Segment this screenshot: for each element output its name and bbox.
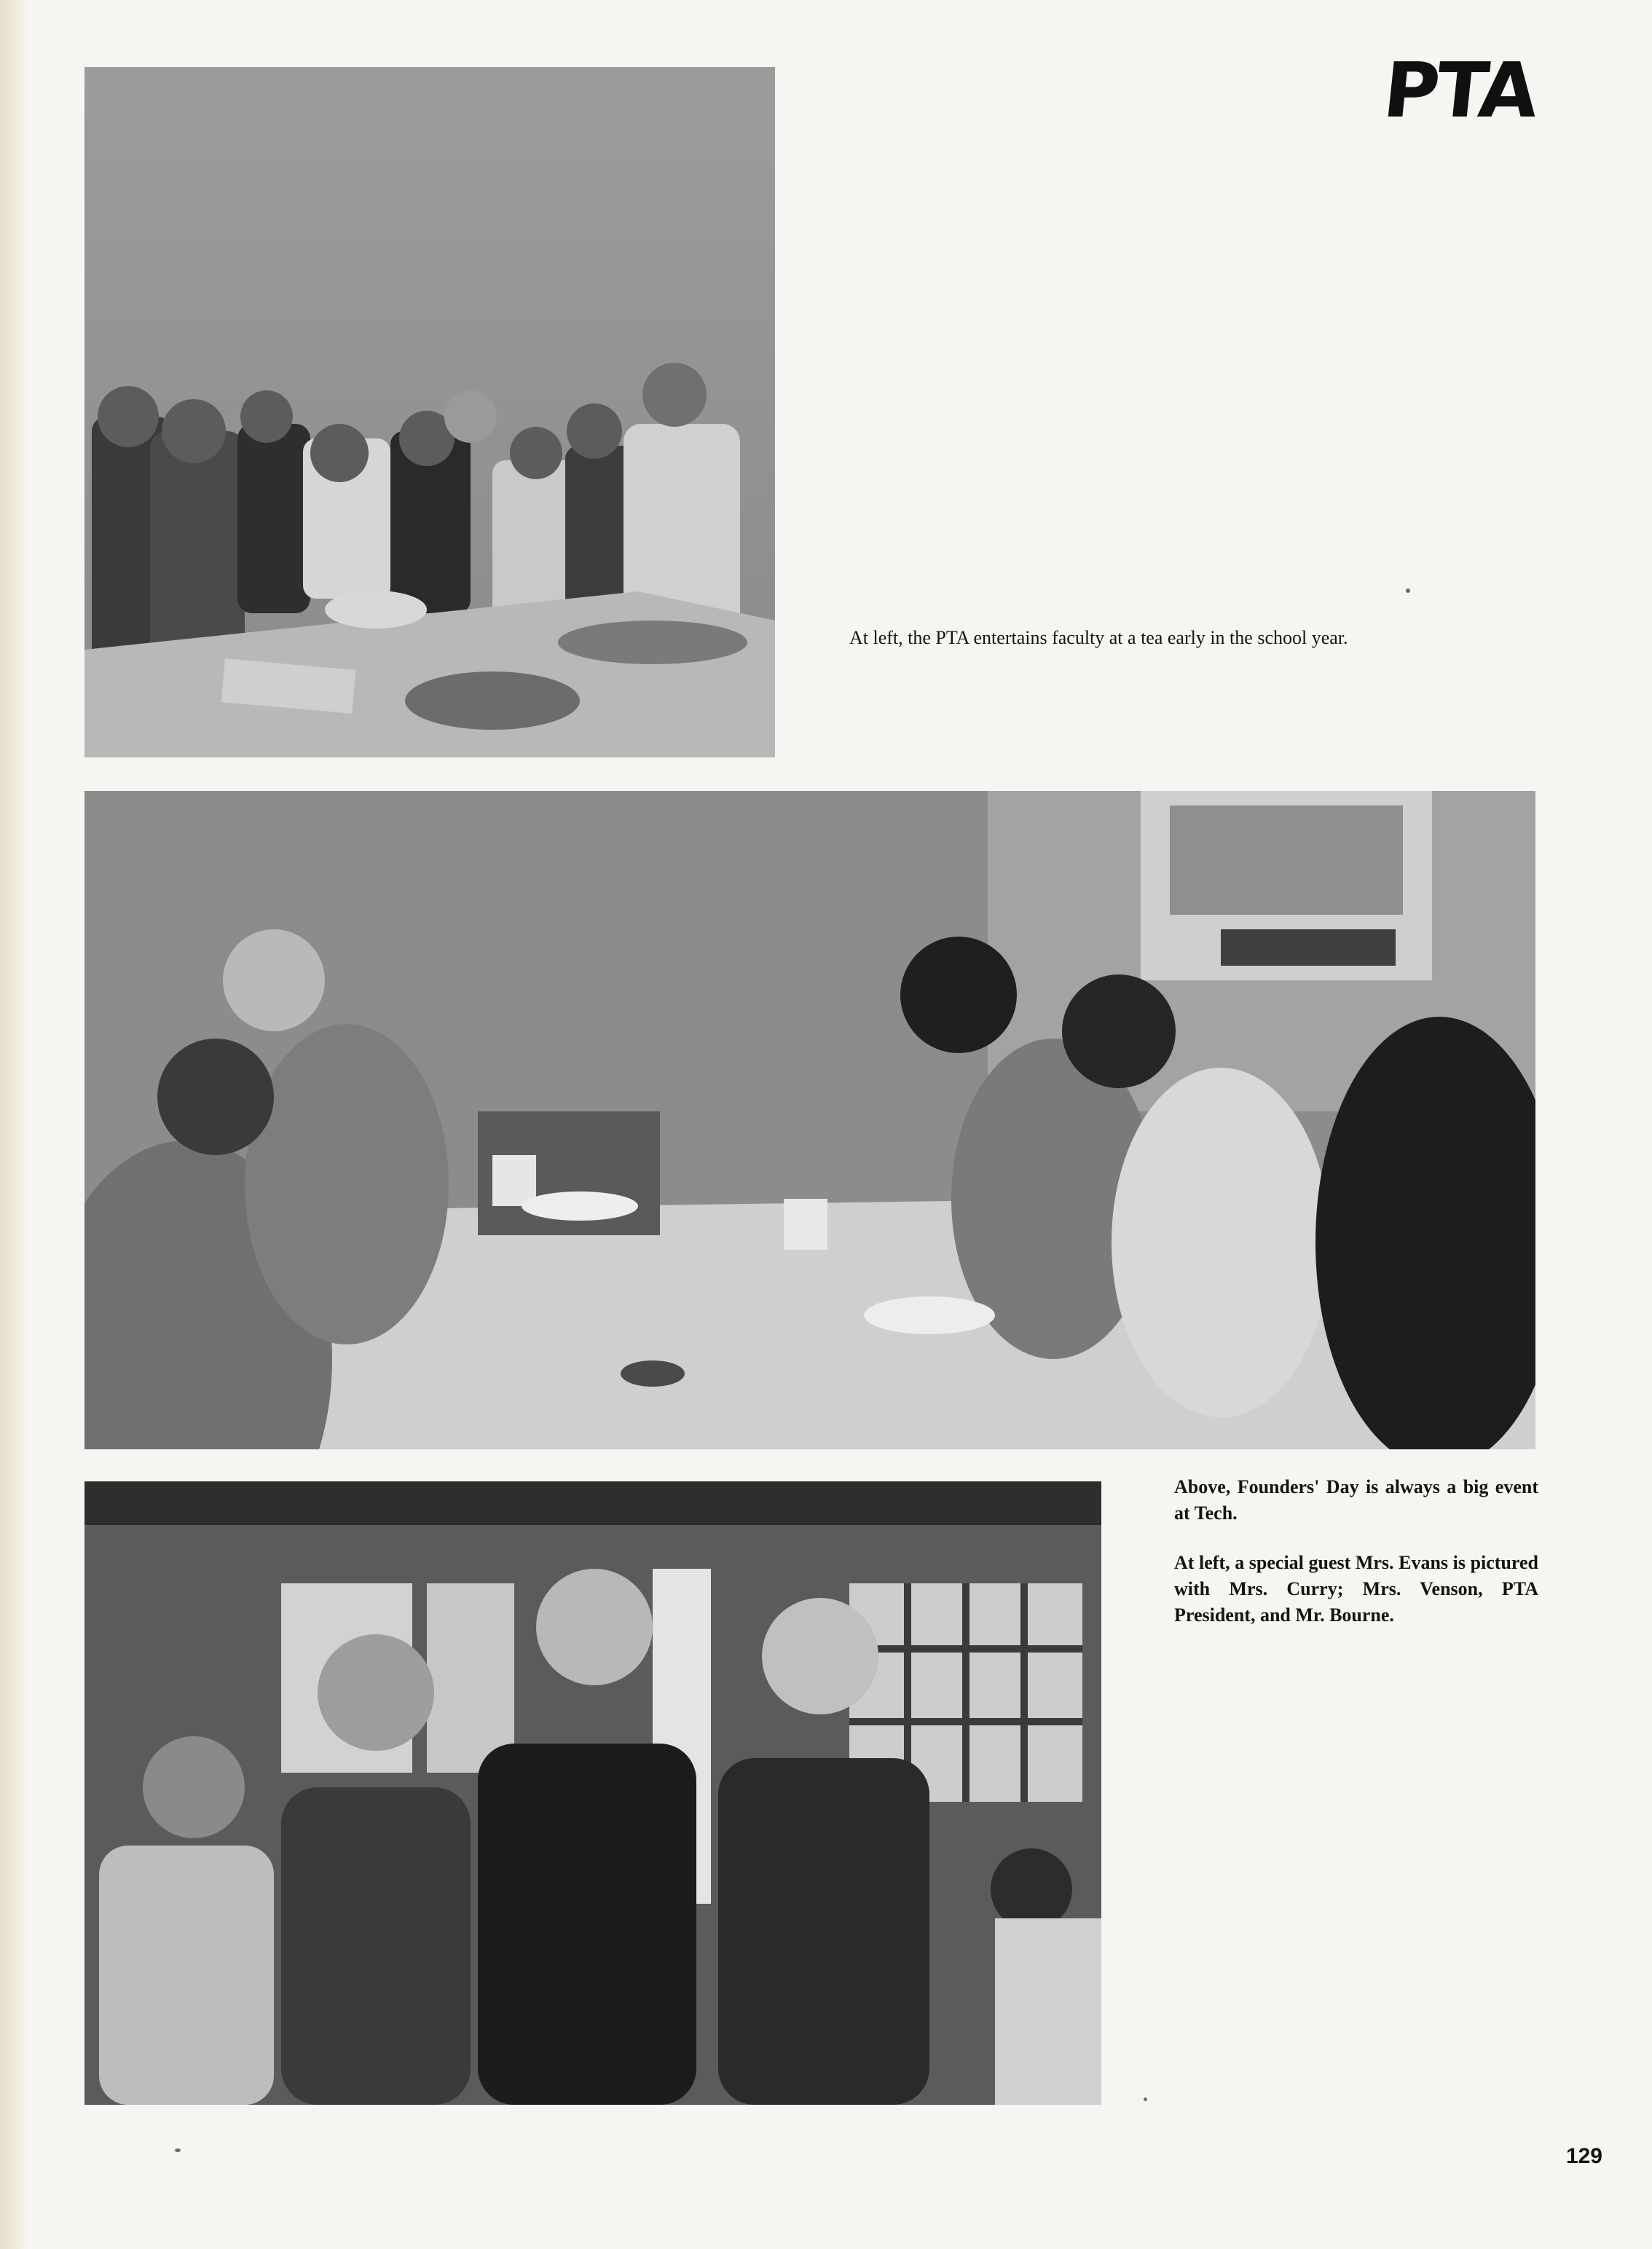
photo-pta-tea [84, 67, 775, 757]
caption-founders-day: Above, Founders' Day is always a big event at Tech. [1174, 1476, 1538, 1524]
page-binding-edge [0, 0, 28, 2249]
page-number: 129 [1565, 2144, 1602, 2168]
print-speck [175, 2148, 181, 2152]
photo-founders-day [84, 791, 1535, 1449]
caption-special-guest: At left, a special guest Mrs. Evans is pictured with Mrs. Curry; Mrs. Venson, PTA President, and Mr. Bourne. [1174, 1552, 1538, 1626]
print-speck [1406, 588, 1410, 593]
section-title: PTA [1380, 46, 1541, 135]
photo-special-guest [84, 1481, 1101, 2105]
photo-special-guest-image [84, 1481, 1101, 2105]
photo-pta-tea-image [84, 67, 775, 757]
caption-pta-tea: At left, the PTA entertains faculty at a tea early in the school year. [849, 627, 1348, 648]
photo-founders-day-image [84, 791, 1535, 1449]
print-speck [1144, 2098, 1147, 2101]
